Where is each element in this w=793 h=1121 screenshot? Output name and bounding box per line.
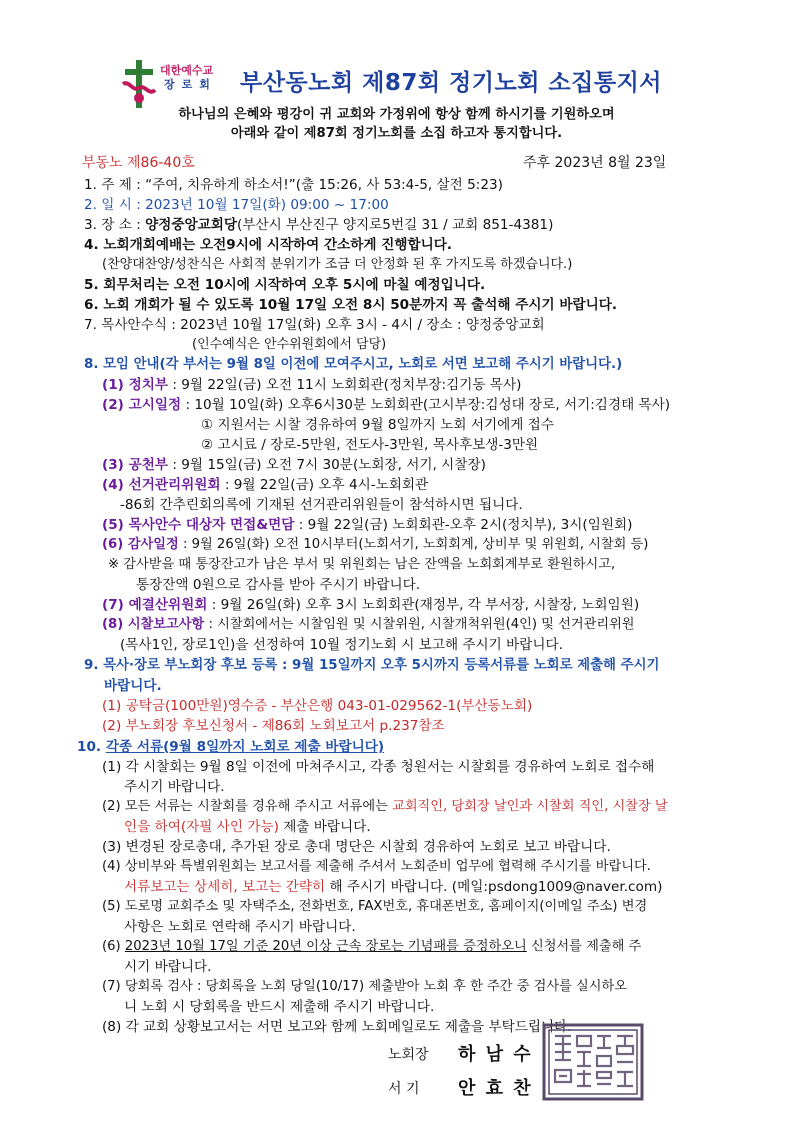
meeting-4-label: (4) 선거관리위원회 xyxy=(102,477,221,493)
item-3-place xyxy=(84,215,553,235)
item-9-sub-2: (2) 부노회장 후보신청서 - 제86회 노회보고서 p.237참조 xyxy=(102,718,445,734)
meeting-6-note-1: ※ 감사받을 때 통장잔고가 남은 부서 및 위원회는 남은 잔액을 노회회계부로 환원하시고, xyxy=(108,557,616,572)
doc-item-2-a-red: 교회직인, 당회장 날인과 시찰회 직인, 시찰장 날 xyxy=(392,799,668,814)
doc-item-2-b xyxy=(124,817,371,837)
meeting-1 xyxy=(102,375,521,395)
doc-item-7-a: (7) 당회록 검사 : 당회록을 노회 당일(10/17) 제출받아 노회 후 한 주간 중 검사를 실시하오 xyxy=(102,979,628,994)
doc-item-5-a: (5) 도로명 교회주소 및 자택주소, 전화번호, FAX번호, 휴대폰번호, 홈페이지(이메일 주소) 변경 xyxy=(102,899,648,914)
item-3-place-name: 양정중앙교회당 xyxy=(145,217,238,233)
org-name-line1: 대한예수교 xyxy=(160,64,214,77)
meeting-6-label: (6) 감사일정 xyxy=(102,537,179,552)
doc-item-6-a-suffix: 신청서를 제출해 주 xyxy=(526,939,642,954)
doc-item-7-b: 니 노회 시 당회록을 반드시 제출해 주시기 바랍니다. xyxy=(124,999,435,1015)
meeting-8-text-2: (목사1인, 장로1인)을 선정하여 10월 정기노회 시 보고해 주시기 바랍니다. xyxy=(120,637,563,653)
meeting-3-text: : 9월 15일(금) 오전 7시 30분(노회장, 서기, 시찰장) xyxy=(168,457,486,473)
item-5-business: 5. 회무처리는 오전 10시에 시작하여 오후 5시에 마칠 예정입니다. xyxy=(84,277,486,293)
item-1-theme: 1. 주 제 : “주여, 치유하게 하소서!”(출 15:26, 사 53:4-5, 살전 5:23) xyxy=(84,177,503,193)
meeting-7 xyxy=(102,595,639,615)
item-9-sub-1: (1) 공탁금(100만원)영수증 - 부산은행 043-01-029562-1(부산동노회) xyxy=(102,698,533,714)
item-3-prefix: 3. 장 소 : xyxy=(84,217,146,233)
doc-item-5-b: 사항은 노회로 연락해 주시기 바랍니다. xyxy=(124,919,356,935)
doc-item-4-a: (4) 상비부와 특별위원회는 보고서를 제출해 주셔서 노회준비 업무에 협력해 주시기를 바랍니다. xyxy=(102,859,651,874)
item-7-note: (인수예식은 안수위원회에서 담당) xyxy=(192,337,387,352)
doc-item-2-b-red: 인을 하여(자필 사인 가능) xyxy=(124,819,279,835)
item-4-note: (찬양대찬양/성찬식은 사회적 분위기가 조금 더 안정화 된 후 가지도록 하겠습니다.) xyxy=(102,257,573,272)
item-7-ordination: 7. 목사안수식 : 2023년 10월 17일(화) 오후 3시 - 4시 / 장소 : 양정중앙교회 xyxy=(84,317,545,333)
official-seal-icon xyxy=(541,1022,645,1102)
meeting-5 xyxy=(102,515,632,535)
doc-item-3: (3) 변경된 장로총대, 추가된 장로 총대 명단은 시찰회 경유하여 노회로 보고 바랍니다. xyxy=(102,839,611,855)
org-name xyxy=(160,64,217,92)
item-10-heading xyxy=(77,737,384,757)
meeting-6-text: : 9월 26일(화) 오전 10시부터(노회서기, 노회회계, 상비부 및 위원회, 시찰회 등) xyxy=(178,537,649,552)
meeting-8 xyxy=(102,615,635,635)
meeting-2-text: : 10월 10일(화) 오후6시30분 노회회관(고시부장:김성대 장로, 서기:김경태 목사) xyxy=(181,397,671,413)
meeting-2-label: (2) 고시일정 xyxy=(102,397,182,413)
item-9-line-2: 바랍니다. xyxy=(104,678,162,694)
doc-item-4-b xyxy=(124,877,662,897)
item-10-number: 10. xyxy=(77,739,106,755)
meeting-5-text: : 9월 22일(금) 노회회관-오후 2시(정치부), 3시(임원회) xyxy=(294,517,633,533)
doc-item-6-a-prefix: (6) xyxy=(102,939,125,954)
meeting-6-note-2: 통장잔액 0원으로 감사를 받아 주시기 바랍니다. xyxy=(136,577,421,593)
document-date: 주후 2023년 8월 23일 xyxy=(523,155,667,171)
meeting-3-label: (3) 공천부 xyxy=(102,457,169,473)
doc-item-2-a-text: (2) 모든 서류는 시찰회를 경유해 주시고 서류에는 xyxy=(102,799,393,814)
president-label: 노회장 xyxy=(388,1047,429,1063)
meeting-2-sub1: ① 지원서는 시찰 경유하여 9월 8일까지 노회 서기에게 접수 xyxy=(201,417,554,433)
org-name-line2: 장로회 xyxy=(164,78,217,91)
clerk-name: 안 효 찬 xyxy=(458,1078,533,1099)
meeting-7-text: : 9월 26일(화) 오후 3시 노회회관(재정부, 각 부서장, 시찰장, 노회임원) xyxy=(207,597,640,613)
meeting-1-text: : 9월 22일(금) 오전 11시 노회회관(정치부장:김기동 목사) xyxy=(168,377,522,393)
greeting-line-2: 아래와 같이 제87회 정기노회를 소집 하고자 통지합니다. xyxy=(230,126,563,141)
doc-item-8: (8) 각 교회 상황보고서는 서면 보고와 함께 노회메일로도 제출을 부탁드립니다. xyxy=(102,1019,572,1035)
doc-item-4-b-text: 해 주시기 바랍니다. (메일:psdong1009@naver.com) xyxy=(325,879,663,895)
item-6-attendance: 6. 노회 개회가 될 수 있도록 10월 17일 오전 8시 50분까지 꼭 출석해 주시기 바랍니다. xyxy=(84,297,618,313)
president-name: 하 남 수 xyxy=(458,1044,533,1065)
meeting-7-label: (7) 예결산위원회 xyxy=(102,597,208,613)
doc-item-2-a xyxy=(102,797,668,817)
item-9-line-1: 9. 목사·장로 부노회장 후보 등록 : 9월 15일까지 오후 5시까지 등록서류를 노회로 제출해 주시기 xyxy=(84,658,660,673)
doc-item-6-b: 시기 바랍니다. xyxy=(124,959,212,975)
meeting-2 xyxy=(102,395,670,415)
meeting-3 xyxy=(102,455,486,475)
meeting-5-label: (5) 목사안수 대상자 면접&면담 xyxy=(102,517,295,533)
greeting-line-1: 하나님의 은혜와 평강이 귀 교회와 가정위에 항상 함께 하시기를 기원하오며 xyxy=(178,107,615,122)
meeting-8-label: (8) 시찰보고사항 xyxy=(102,617,205,632)
meeting-8-text: : 시찰회에서는 시찰임원 및 시찰위원, 시찰개척위원(4인) 및 선거관리위원 xyxy=(204,617,635,632)
meeting-2-sub2: ② 고시료 / 장로-5만원, 전도사-3만원, 목사후보생-3만원 xyxy=(201,437,539,453)
meeting-4 xyxy=(102,475,428,495)
doc-item-1-a: (1) 각 시찰회는 9월 8일 이전에 마쳐주시고, 각종 청원서는 시찰회를 경유하여 노회로 접수해 xyxy=(102,759,655,775)
doc-item-4-b-red: 서류보고는 상세히, 보고는 간략히 xyxy=(124,879,326,895)
item-10-title: 각종 서류(9월 8일까지 노회로 제출 바랍니다) xyxy=(105,739,385,755)
clerk-label: 서 기 xyxy=(388,1081,420,1097)
item-2-datetime: 2. 일 시 : 2023년 10월 17일(화) 09:00 ~ 17:00 xyxy=(84,197,389,213)
meeting-4-sub: -86회 간추린회의록에 기재된 선거관리위원들이 참석하시면 됩니다. xyxy=(120,497,523,513)
meeting-6 xyxy=(102,535,648,555)
doc-item-6-a xyxy=(102,937,641,957)
doc-item-1-b: 주시기 바랍니다. xyxy=(124,779,225,795)
meeting-1-label: (1) 정치부 xyxy=(102,377,169,393)
document-number: 부동노 제86-40호 xyxy=(82,155,195,171)
meeting-4-text: : 9월 22일(금) 오후 4시-노회회관 xyxy=(220,477,429,493)
doc-item-6-a-underlined: 2023년 10월 17일 기준 20년 이상 근속 장로는 기념패를 증정하오니 xyxy=(124,939,527,954)
item-8-meetings: 8. 모임 안내(각 부서는 9월 8일 이전에 모여주시고, 노회로 서면 보고해 주시기 바랍니다.) xyxy=(84,357,623,372)
item-3-address: (부산시 부산진구 양지로5번길 31 / 교회 851-4381) xyxy=(237,217,554,233)
doc-item-2-b-text: 제출 바랍니다. xyxy=(278,819,371,835)
page-title: 부산동노회 제87회 정기노회 소집통지서 xyxy=(240,70,663,96)
item-4-worship: 4. 노회개회예배는 오전9시에 시작하여 간소하게 진행합니다. xyxy=(84,237,453,253)
